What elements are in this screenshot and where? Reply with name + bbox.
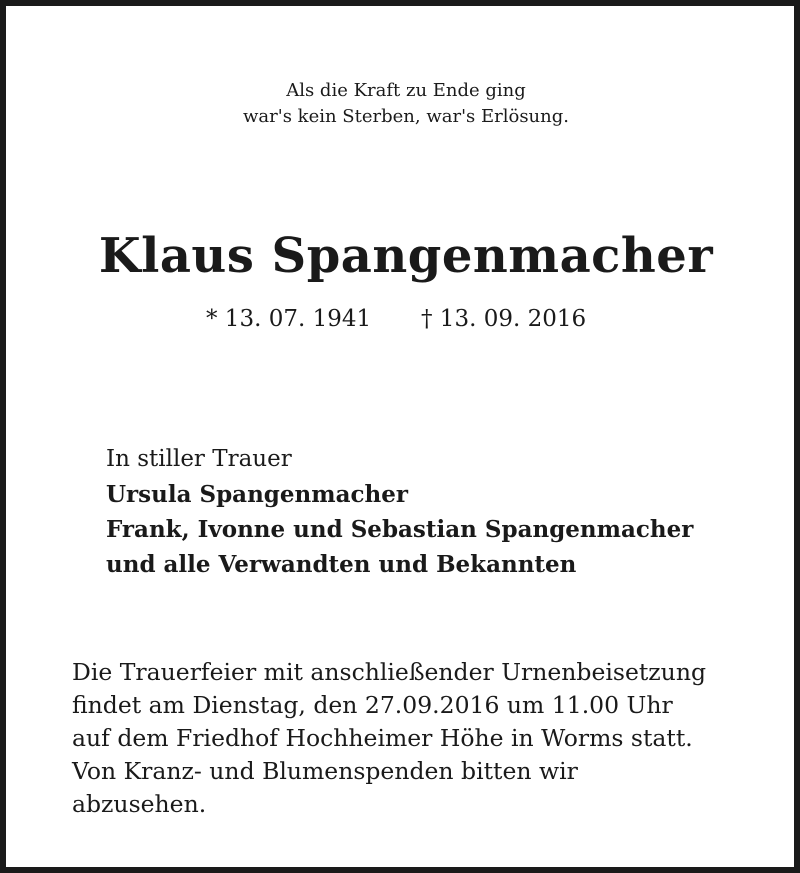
notice-line: Von Kranz- und Blumenspenden bitten wir [72, 757, 578, 785]
notice-line: auf dem Friedhof Hochheimer Höhe in Worms statt. [72, 724, 693, 752]
birth-date: * 13. 07. 1941 [206, 306, 372, 332]
mourning-intro: In stiller Trauer [106, 446, 292, 472]
mourners-block [106, 442, 766, 582]
notice-line: Die Trauerfeier mit anschließender Urnenbeisetzung [72, 658, 706, 686]
motto-line-1: Als die Kraft zu Ende ging [286, 80, 526, 101]
notice-line: findet am Dienstag, den 27.09.2016 um 11.00 Uhr [72, 691, 673, 719]
death-date: † 13. 09. 2016 [421, 306, 587, 332]
deceased-name: Klaus Spangenmacher [98, 228, 714, 284]
mourner-name: und alle Verwandten und Bekannten [106, 551, 577, 578]
life-dates [6, 304, 800, 334]
motto-line-2: war's kein Sterben, war's Erlösung. [243, 106, 569, 127]
funeral-notice [72, 656, 772, 821]
notice-line: abzusehen. [72, 790, 207, 818]
mourner-name: Ursula Spangenmacher [106, 481, 408, 508]
mourner-name: Frank, Ivonne und Sebastian Spangenmacher [106, 516, 694, 543]
